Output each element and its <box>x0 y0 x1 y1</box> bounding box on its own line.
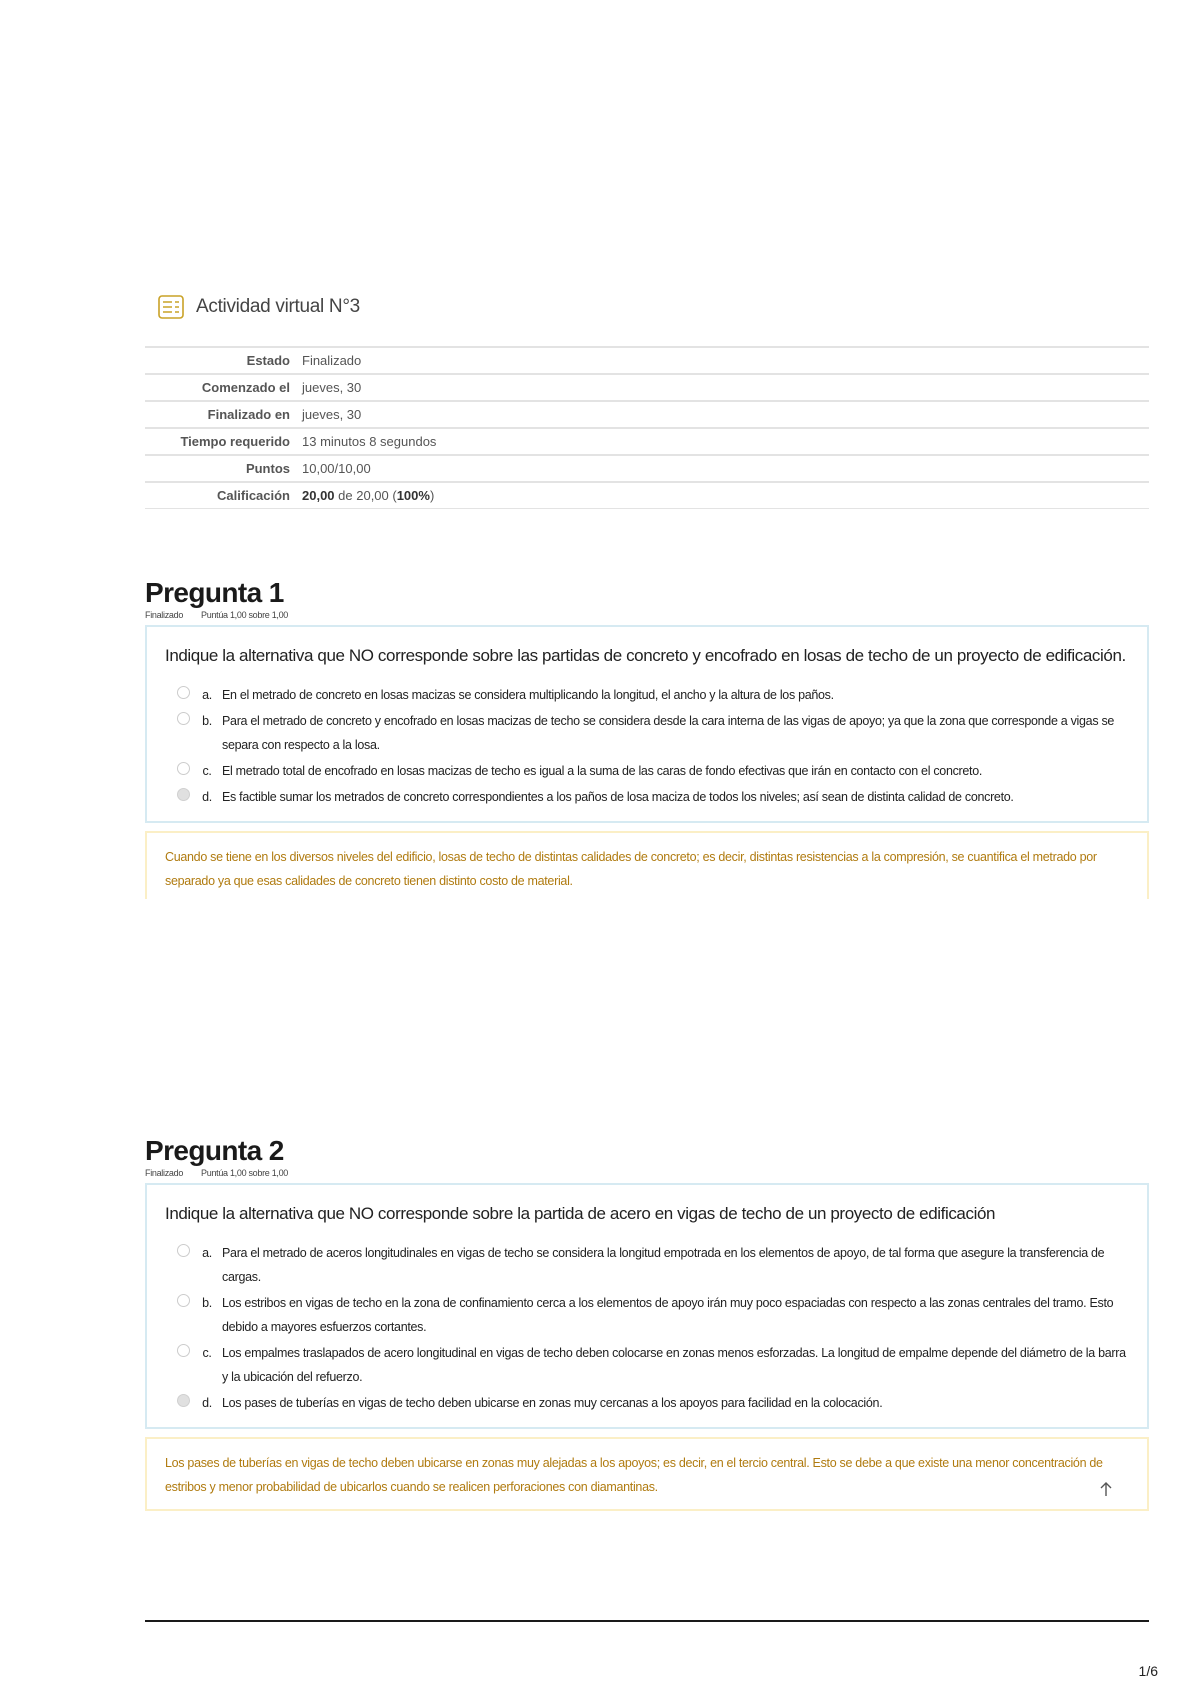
summary-label: Comenzado el <box>201 380 290 395</box>
answer-radio[interactable] <box>177 1244 190 1257</box>
answer-radio[interactable] <box>177 1294 190 1307</box>
question-1 <box>145 577 1149 899</box>
answer-letter: c. <box>202 1346 212 1360</box>
question-score: Puntúa 1,00 sobre 1,00 <box>201 1168 289 1178</box>
answer-option-a <box>165 1241 1127 1289</box>
question-status: Finalizado <box>145 610 184 620</box>
question-2 <box>145 1135 1149 1511</box>
quiz-list-icon <box>158 295 184 319</box>
question-meta <box>145 1168 1149 1178</box>
summary-label: Finalizado en <box>207 407 290 422</box>
grade-value: 20,00 <box>302 488 335 503</box>
answer-option-b <box>165 1291 1127 1339</box>
answer-text: El metrado total de encofrado en losas macizas de techo es igual a la suma de las caras de fondo efectivas que irán en contacto con el concreto. <box>222 764 983 778</box>
grade-total: de 20,00 ( <box>334 488 397 503</box>
question-score: Puntúa 1,00 sobre 1,00 <box>201 610 289 620</box>
answer-option-d <box>165 785 1127 809</box>
summary-label: Tiempo requerido <box>180 434 290 449</box>
question-content <box>145 625 1149 823</box>
answer-text: Para el metrado de concreto y encofrado en losas macizas de techo se considera desde la cara interna de las vigas de apoyo; ya que la zona que corresponde a vigas se separa con respecto a la losa. <box>222 714 1115 752</box>
summary-value: 10,00/10,00 <box>302 461 371 476</box>
summary-row-points <box>145 455 1149 482</box>
summary-value: 13 minutos 8 segundos <box>302 434 437 449</box>
summary-label: Puntos <box>245 461 290 476</box>
summary-label: Estado <box>246 353 290 368</box>
question-meta <box>145 610 1149 620</box>
summary-row-started <box>145 374 1149 401</box>
answer-option-c <box>165 759 1127 783</box>
answer-option-c <box>165 1341 1127 1389</box>
answer-radio-selected[interactable] <box>177 1394 190 1407</box>
answer-option-d <box>165 1391 1127 1415</box>
summary-row-grade <box>145 482 1149 509</box>
question-content <box>145 1183 1149 1429</box>
answer-radio[interactable] <box>177 1344 190 1357</box>
summary-row-finished <box>145 401 1149 428</box>
answer-text: En el metrado de concreto en losas macizas se considera multiplicando la longitud, el ancho y la altura de los paños. <box>222 688 834 702</box>
attempt-summary-table <box>145 346 1149 509</box>
answer-option-b <box>165 709 1127 757</box>
answer-radio[interactable] <box>177 712 190 725</box>
answer-radio[interactable] <box>177 762 190 775</box>
grade-percent: 100% <box>396 488 430 503</box>
question-feedback <box>145 1437 1149 1511</box>
answer-letter: a. <box>202 688 212 702</box>
question-text: Indique la alternativa que NO corresponde sobre la partida de acero en vigas de techo de un proyecto de edificación <box>165 1204 996 1223</box>
summary-value <box>302 482 1149 509</box>
answer-text: Es factible sumar los metrados de concreto correspondientes a los paños de losa maciza de todos los niveles; así sean de distinta calidad de concreto. <box>222 790 1014 804</box>
page-number: 1/6 <box>1138 1663 1158 1679</box>
activity-header <box>158 295 360 319</box>
answer-text: Los empalmes traslapados de acero longitudinal en vigas de techo deben colocarse en zonas menos esforzadas. La longitud de empalme depende del diámetro de la barra y la ubicación del refuerzo. <box>222 1346 1126 1384</box>
footer-divider <box>145 1620 1149 1622</box>
answer-text: Para el metrado de aceros longitudinales en vigas de techo se considera la longitud empotrada en los elementos de apoyo, de tal forma que asegure la transferencia de cargas. <box>222 1246 1105 1284</box>
answer-text: Los pases de tuberías en vigas de techo deben ubicarse en zonas muy cercanas a los apoyos para facilidad en la colocación. <box>222 1396 883 1410</box>
answer-radio-selected[interactable] <box>177 788 190 801</box>
answer-option-a <box>165 683 1127 707</box>
activity-title: Actividad virtual N°3 <box>196 296 360 317</box>
question-status: Finalizado <box>145 1168 184 1178</box>
grade-close: ) <box>429 488 435 503</box>
answer-letter: c. <box>202 764 212 778</box>
answer-letter: d. <box>202 790 212 804</box>
summary-value: jueves, 30 <box>302 407 362 422</box>
question-title: Pregunta 1 <box>145 577 284 608</box>
answer-letter: b. <box>202 1296 212 1310</box>
summary-row-state <box>145 347 1149 374</box>
answer-text: Los estribos en vigas de techo en la zona de confinamiento cerca a los elementos de apoyo irán muy poco espaciadas con respecto a las zonas centrales del tramo. Esto debido a mayores esfuerzos cortantes. <box>222 1296 1114 1334</box>
question-title: Pregunta 2 <box>145 1135 284 1166</box>
answer-letter: d. <box>202 1396 212 1410</box>
answer-letter: a. <box>202 1246 212 1260</box>
summary-value: Finalizado <box>302 353 362 368</box>
question-text: Indique la alternativa que NO corresponde sobre las partidas de concreto y encofrado en losas de techo de un proyecto de edificación. <box>165 646 1126 665</box>
feedback-text: Los pases de tuberías en vigas de techo deben ubicarse en zonas muy alejadas a los apoyos; es decir, en el tercio central. Esto se debe a que existe una menor concentración de estribos y menor probabilidad de ubicarlos cuando se realicen perforaciones con diamantinas. <box>165 1456 1103 1494</box>
summary-value: jueves, 30 <box>302 380 362 395</box>
summary-row-time <box>145 428 1149 455</box>
question-feedback: Cuando se tiene en los diversos niveles del edificio, losas de techo de distintas calidades de concreto; es decir, distintas resistencias a la compresión, se cuantifica el metrado por separado ya que esas calidades de concreto tienen distinto costo de material. <box>145 831 1149 899</box>
summary-label: Calificación <box>217 488 290 503</box>
arrow-up-icon[interactable] <box>1099 1481 1113 1497</box>
answer-letter: b. <box>202 714 212 728</box>
answer-radio[interactable] <box>177 686 190 699</box>
